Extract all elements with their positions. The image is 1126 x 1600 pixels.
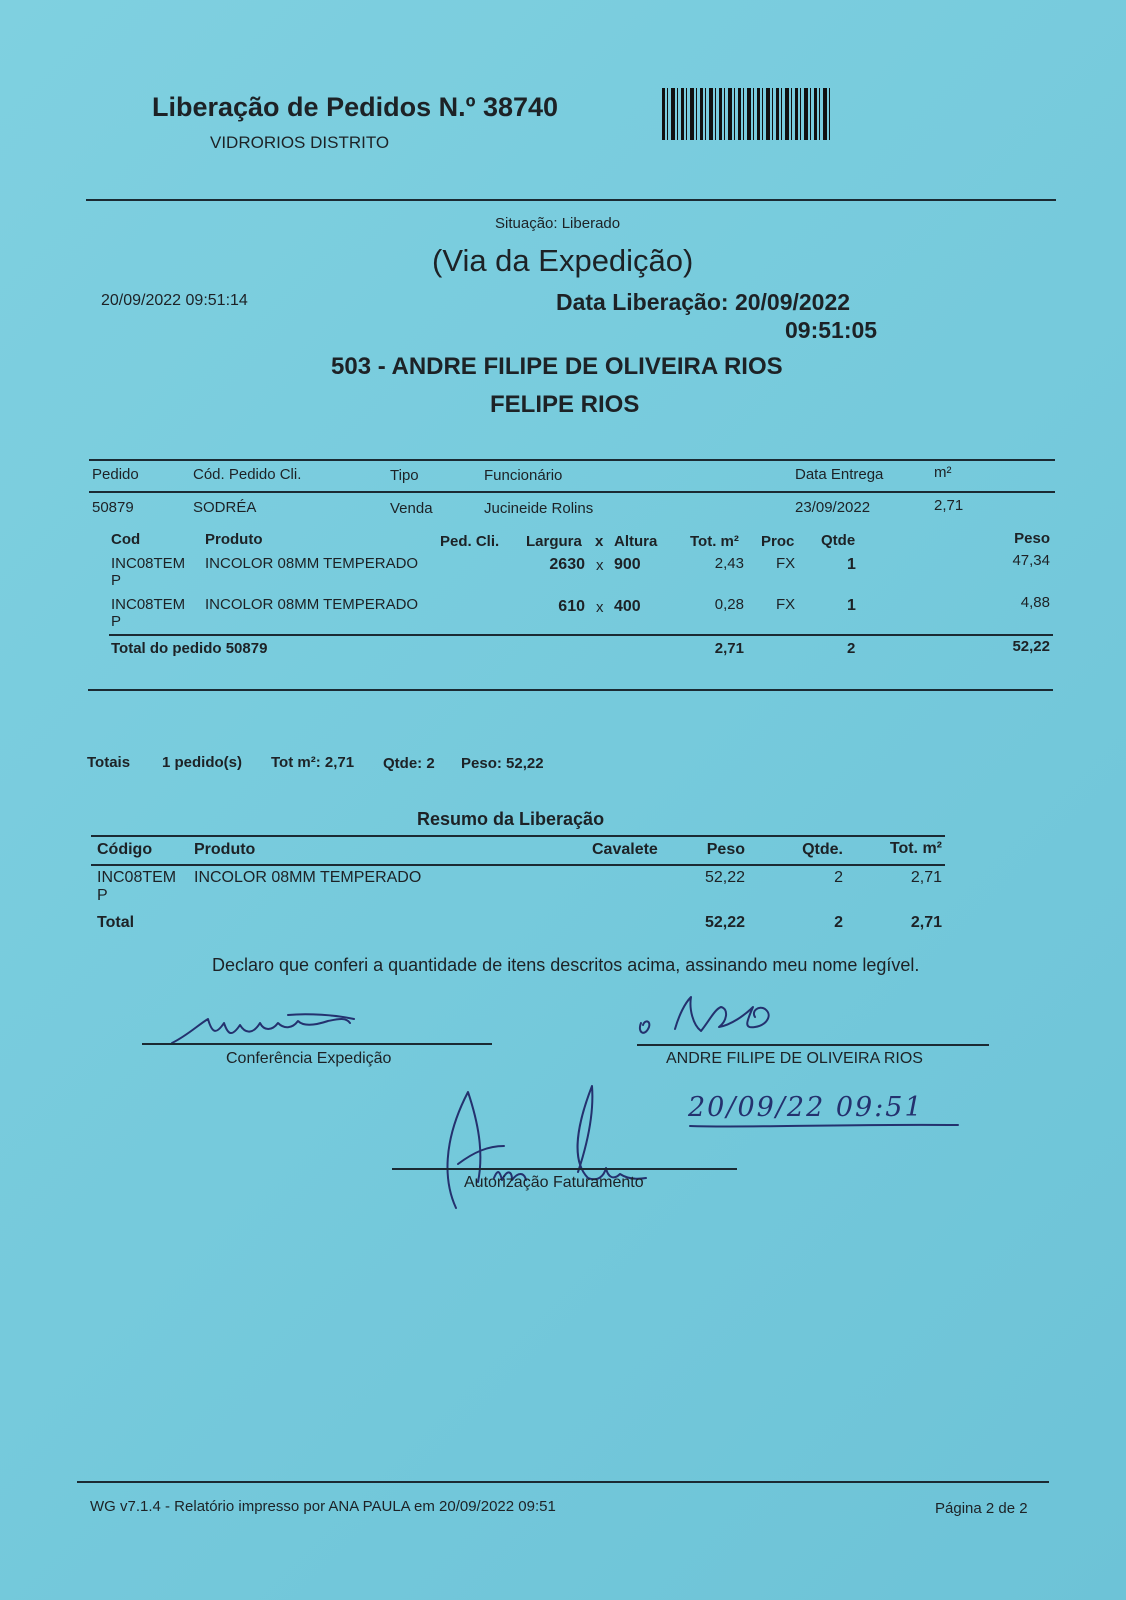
resumo-tot-m2: 2,71: [910, 869, 942, 886]
order-total-qtde: 2: [847, 640, 856, 657]
resumo-col-peso: Peso: [706, 841, 745, 858]
item-x: x: [596, 599, 604, 616]
resumo-total-tot-m2: 2,71: [910, 914, 942, 931]
report-title: Liberação de Pedidos N.º 38740: [152, 92, 559, 122]
item-largura: 2630: [549, 556, 585, 573]
divider: [86, 199, 1056, 201]
items-col-qtde: Qtde: [821, 532, 856, 549]
situacao: Situação: Liberado: [495, 215, 621, 232]
order-total-peso: 52,22: [1012, 638, 1050, 655]
items-col-ped-cli: Ped. Cli.: [440, 533, 500, 550]
company-name: VIDRORIOS DISTRITO: [210, 133, 390, 152]
item-peso: 47,34: [1012, 552, 1050, 569]
col-pedido: Pedido: [92, 466, 139, 483]
items-col-peso: Peso: [1014, 530, 1050, 547]
resumo-col-qtde: Qtde.: [802, 841, 843, 858]
resumo-codigo: INC08TEM: [97, 869, 177, 886]
item-largura: 610: [558, 598, 585, 615]
handwritten-date: 20/09/22 09:51: [688, 1092, 924, 1123]
item-proc: FX: [776, 596, 796, 613]
items-col-x: x: [595, 533, 604, 550]
resumo-title: Resumo da Liberação: [417, 809, 605, 829]
resumo-produto: INCOLOR 08MM TEMPERADO: [194, 869, 422, 886]
label-conferencia: Conferência Expedição: [226, 1050, 392, 1067]
footer-divider: [77, 1481, 1049, 1483]
item-altura: 400: [614, 598, 641, 615]
resumo-total-qtde: 2: [834, 914, 843, 931]
col-cod-pedido-cli: Cód. Pedido Cli.: [193, 466, 302, 483]
item-proc: FX: [776, 555, 796, 572]
order-funcionario: Jucineide Rolins: [484, 500, 594, 517]
signature-line: [392, 1168, 737, 1170]
resumo-col-tot-m2: Tot. m²: [889, 840, 942, 857]
footer-left: WG v7.1.4 - Relatório impresso por ANA PAULA em 20/09/2022 09:51: [90, 1498, 556, 1515]
footer-page: Página 2 de 2: [935, 1500, 1028, 1517]
signature-conferencia: [168, 1005, 368, 1055]
totais-pedidos: 1 pedido(s): [162, 754, 243, 771]
resumo-col-cavalete: Cavalete: [592, 841, 658, 858]
data-liberacao: Data Liberação: 20/09/2022: [556, 289, 851, 315]
signature-autorizacao: [438, 1082, 658, 1217]
divider: [88, 689, 1053, 691]
resumo-total-label: Total: [97, 914, 135, 931]
item-produto: INCOLOR 08MM TEMPERADO: [205, 596, 419, 613]
totais-label: Totais: [87, 754, 131, 771]
col-funcionario: Funcionário: [484, 467, 563, 484]
items-col-cod: Cod: [111, 531, 141, 548]
item-qtde: 1: [847, 597, 856, 614]
client-short: FELIPE RIOS: [490, 391, 640, 418]
divider: [89, 459, 1055, 461]
printed-datetime: 20/09/2022 09:51:14: [101, 292, 248, 309]
signature-line: [637, 1044, 989, 1046]
label-cliente: ANDRE FILIPE DE OLIVEIRA RIOS: [666, 1050, 923, 1067]
item-cod-cont: P: [111, 613, 122, 630]
order-total-m2: 2,71: [714, 640, 744, 657]
items-col-tot-m2: Tot. m²: [690, 533, 739, 550]
divider: [91, 864, 945, 866]
item-tot-m2: 2,43: [714, 555, 744, 572]
item-cod: INC08TEM: [111, 555, 186, 572]
resumo-total-peso: 52,22: [704, 914, 745, 931]
client-name: 503 - ANDRE FILIPE DE OLIVEIRA RIOS: [331, 353, 783, 380]
col-data-entrega: Data Entrega: [795, 466, 884, 483]
col-m2: m²: [934, 464, 952, 481]
item-cod: INC08TEM: [111, 596, 186, 613]
totais-qtde: Qtde: 2: [383, 755, 435, 772]
totais-peso: Peso: 52,22: [461, 755, 544, 772]
item-peso: 4,88: [1020, 594, 1050, 611]
declaracao: Declaro que conferi a quantidade de itens descritos acima, assinando meu nome legível.: [212, 955, 920, 975]
item-qtde: 1: [847, 556, 856, 573]
order-total-label: Total do pedido 50879: [111, 640, 268, 657]
totais-m2: Tot m²: 2,71: [271, 754, 355, 771]
items-col-proc: Proc: [761, 533, 795, 550]
signature-line: [142, 1043, 492, 1045]
item-produto: INCOLOR 08MM TEMPERADO: [205, 555, 419, 572]
data-liberacao-time: 09:51:05: [785, 317, 878, 343]
handwritten-date-underline: [688, 1122, 968, 1132]
resumo-peso: 52,22: [704, 869, 745, 886]
divider: [91, 835, 945, 837]
item-tot-m2: 0,28: [714, 596, 744, 613]
order-pedido: 50879: [92, 499, 134, 516]
items-col-produto: Produto: [205, 531, 263, 548]
resumo-col-codigo: Código: [97, 841, 153, 858]
signature-cliente: [635, 985, 795, 1045]
order-tipo: Venda: [390, 500, 433, 517]
resumo-col-produto: Produto: [194, 841, 256, 858]
item-cod-cont: P: [111, 572, 122, 589]
barcode: [662, 88, 832, 140]
items-col-largura: Largura: [526, 533, 582, 550]
resumo-codigo-cont: P: [97, 887, 108, 904]
divider: [109, 634, 1053, 636]
item-x: x: [596, 557, 604, 574]
col-tipo: Tipo: [390, 467, 419, 484]
order-m2: 2,71: [934, 497, 964, 514]
divider: [89, 491, 1055, 493]
label-autorizacao: Autorização Faturamento: [464, 1174, 644, 1191]
via-label: (Via da Expedição): [432, 243, 694, 278]
item-altura: 900: [614, 556, 641, 573]
order-cod-pedido-cli: SODRÉA: [193, 499, 257, 516]
items-col-altura: Altura: [614, 533, 658, 550]
order-data-entrega: 23/09/2022: [795, 499, 871, 516]
resumo-qtde: 2: [834, 869, 843, 886]
